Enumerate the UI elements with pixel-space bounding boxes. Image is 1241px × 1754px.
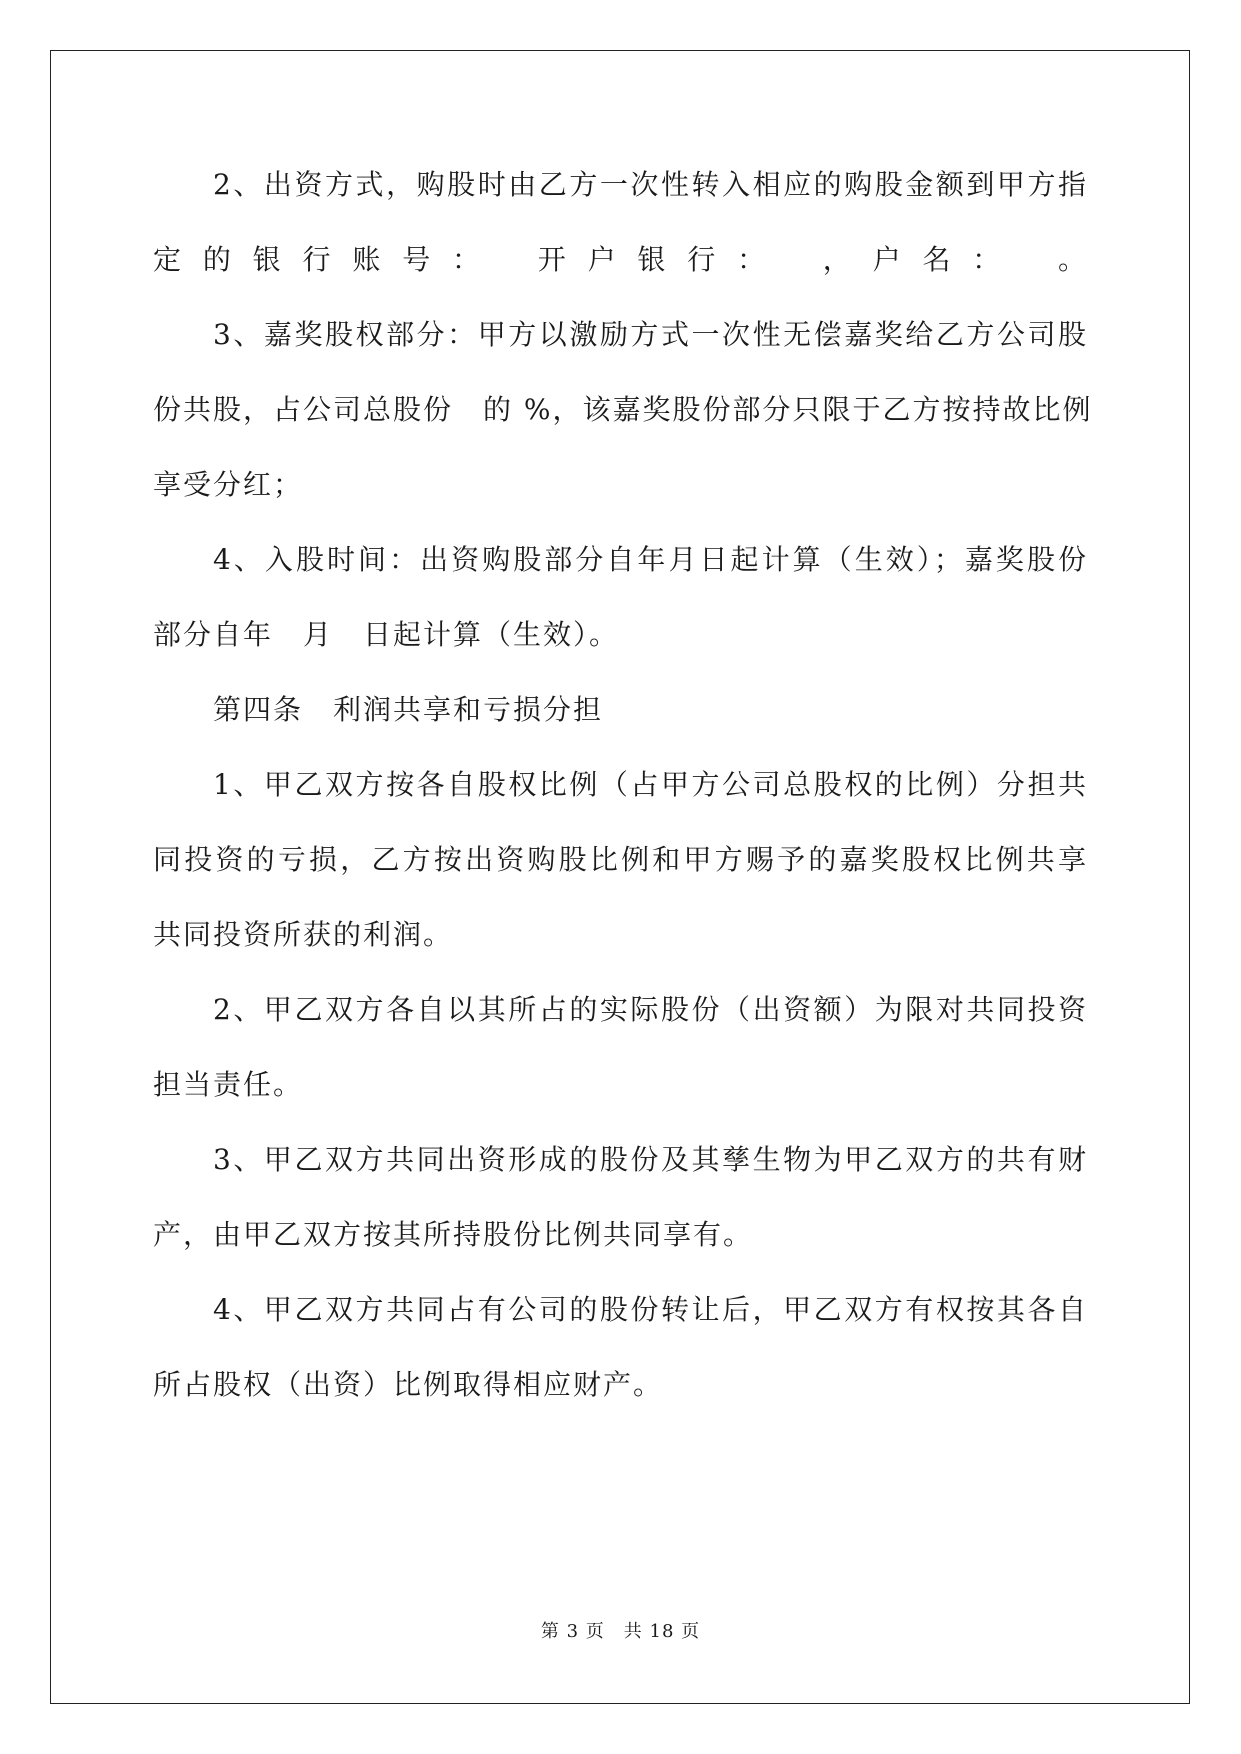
paragraph-line: 3、甲乙双方共同出资形成的股份及其孳生物为甲乙双方的共有财 xyxy=(213,1143,1088,1176)
paragraph-line: 担当责任。 xyxy=(153,1068,304,1101)
paragraph-line: 份共股，占公司总股份 的 %，该嘉奖股份部分只限于乙方按持故比例 xyxy=(153,393,1093,426)
paragraph-line: 定的银行账号： 开户银行： ，户名： 。 xyxy=(153,243,1088,276)
paragraph-line: 4、甲乙双方共同占有公司的股份转让后，甲乙双方有权按其各自 xyxy=(213,1293,1088,1326)
paragraph-line: 部分自年 月 日起计算（生效）。 xyxy=(153,618,620,651)
section-heading: 第四条 利润共享和亏损分担 xyxy=(213,693,604,726)
paragraph-line: 4、入股时间：出资购股部分自年月日起计算（生效）；嘉奖股份 xyxy=(213,543,1088,576)
paragraph-line: 3、嘉奖股权部分：甲方以激励方式一次性无偿嘉奖给乙方公司股 xyxy=(213,318,1088,351)
paragraph-line: 2、甲乙双方各自以其所占的实际股份（出资额）为限对共同投资 xyxy=(213,993,1088,1026)
paragraph-line: 1、甲乙双方按各自股权比例（占甲方公司总股权的比例）分担共 xyxy=(213,768,1088,801)
paragraph-line: 产，由甲乙双方按其所持股份比例共同享有。 xyxy=(153,1218,754,1251)
page-number-footer: 第 3 页 共 18 页 xyxy=(540,1621,701,1642)
paragraph-line: 所占股权（出资）比例取得相应财产。 xyxy=(153,1368,664,1401)
paragraph-line: 2、出资方式，购股时由乙方一次性转入相应的购股金额到甲方指 xyxy=(213,168,1088,201)
paragraph-line: 享受分红； xyxy=(153,468,304,501)
paragraph-line: 共同投资所获的利润。 xyxy=(153,918,454,951)
paragraph-line: 同投资的亏损，乙方按出资购股比例和甲方赐予的嘉奖股权比例共享 xyxy=(153,843,1088,876)
